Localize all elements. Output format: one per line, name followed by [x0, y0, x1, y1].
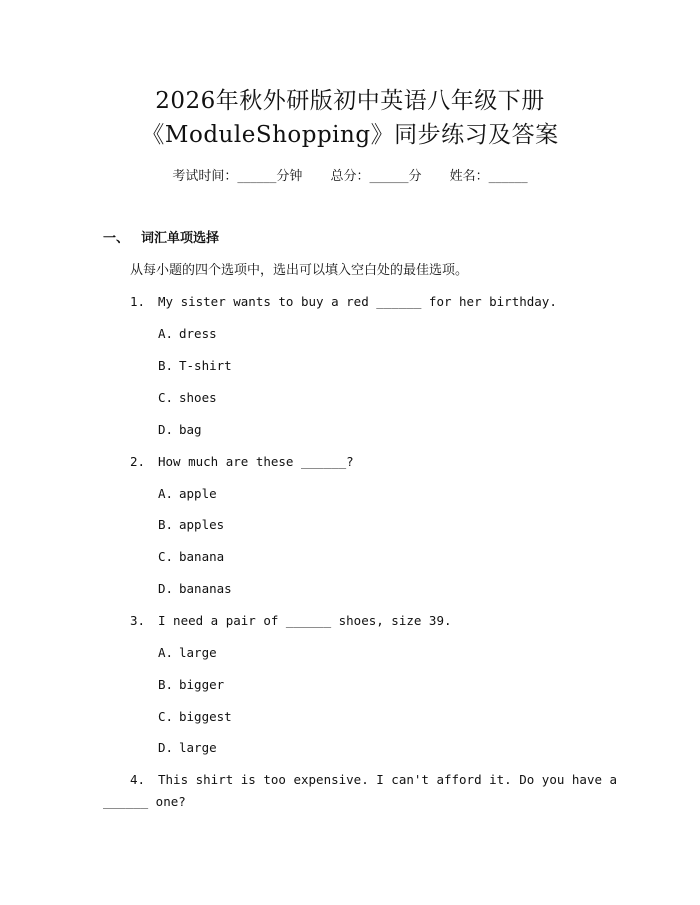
exam-time: 考试时间：______分钟: [172, 169, 303, 184]
question-text: This shirt is too expensive. I can't afford it. Do you have a: [158, 772, 618, 787]
question-number: 1.: [130, 294, 146, 309]
option-text: bananas: [179, 581, 232, 596]
option-letter: C.: [158, 709, 174, 724]
option-2c[interactable]: [158, 548, 224, 566]
document-title-line1: 2026年秋外研版初中英语八年级下册: [155, 88, 545, 114]
exam-meta: [0, 168, 700, 186]
option-letter: C.: [158, 390, 174, 405]
option-letter: C.: [158, 549, 174, 564]
question-1: [130, 293, 557, 311]
option-1b[interactable]: [158, 357, 232, 375]
option-text: large: [179, 740, 217, 755]
section-number: 一、: [103, 231, 130, 246]
question-4: [130, 771, 617, 789]
option-text: biggest: [179, 709, 232, 724]
option-2d[interactable]: [158, 580, 232, 598]
question-3: [130, 612, 452, 630]
option-text: shoes: [179, 390, 217, 405]
option-text: T-shirt: [179, 358, 232, 373]
question-text: How much are these ______?: [158, 454, 354, 469]
question-number: 2.: [130, 454, 146, 469]
option-1d[interactable]: [158, 421, 202, 439]
option-letter: B.: [158, 358, 174, 373]
option-3a[interactable]: [158, 644, 217, 662]
option-2a[interactable]: [158, 485, 217, 503]
section-title: 词汇单项选择: [141, 231, 220, 246]
option-letter: A.: [158, 645, 174, 660]
question-4-continuation: ______ one?: [103, 794, 186, 809]
option-text: bag: [179, 422, 202, 437]
option-letter: A.: [158, 326, 174, 341]
option-letter: D.: [158, 740, 174, 755]
section-instruction: 从每小题的四个选项中，选出可以填入空白处的最佳选项。: [130, 263, 469, 278]
option-1c[interactable]: [158, 389, 217, 407]
student-name: 姓名：______: [449, 169, 528, 184]
option-text: apple: [179, 486, 217, 501]
question-2: [130, 453, 354, 471]
option-3c[interactable]: [158, 708, 232, 726]
option-3d[interactable]: [158, 739, 217, 757]
option-letter: B.: [158, 517, 174, 532]
option-letter: D.: [158, 581, 174, 596]
section-heading: [103, 230, 219, 248]
option-1a[interactable]: [158, 325, 217, 343]
question-number: 4.: [130, 772, 146, 787]
option-letter: D.: [158, 422, 174, 437]
option-3b[interactable]: [158, 676, 224, 694]
document-title-line2: 《ModuleShopping》同步练习及答案: [141, 122, 559, 148]
option-text: banana: [179, 549, 225, 564]
option-text: large: [179, 645, 217, 660]
option-text: bigger: [179, 677, 225, 692]
option-text: dress: [179, 326, 217, 341]
option-letter: B.: [158, 677, 174, 692]
option-letter: A.: [158, 486, 174, 501]
question-number: 3.: [130, 613, 146, 628]
option-2b[interactable]: [158, 516, 224, 534]
option-text: apples: [179, 517, 225, 532]
question-text: My sister wants to buy a red ______ for her birthday.: [158, 294, 557, 309]
question-text: I need a pair of ______ shoes, size 39.: [158, 613, 452, 628]
exam-total-score: 总分：______分: [330, 169, 422, 184]
